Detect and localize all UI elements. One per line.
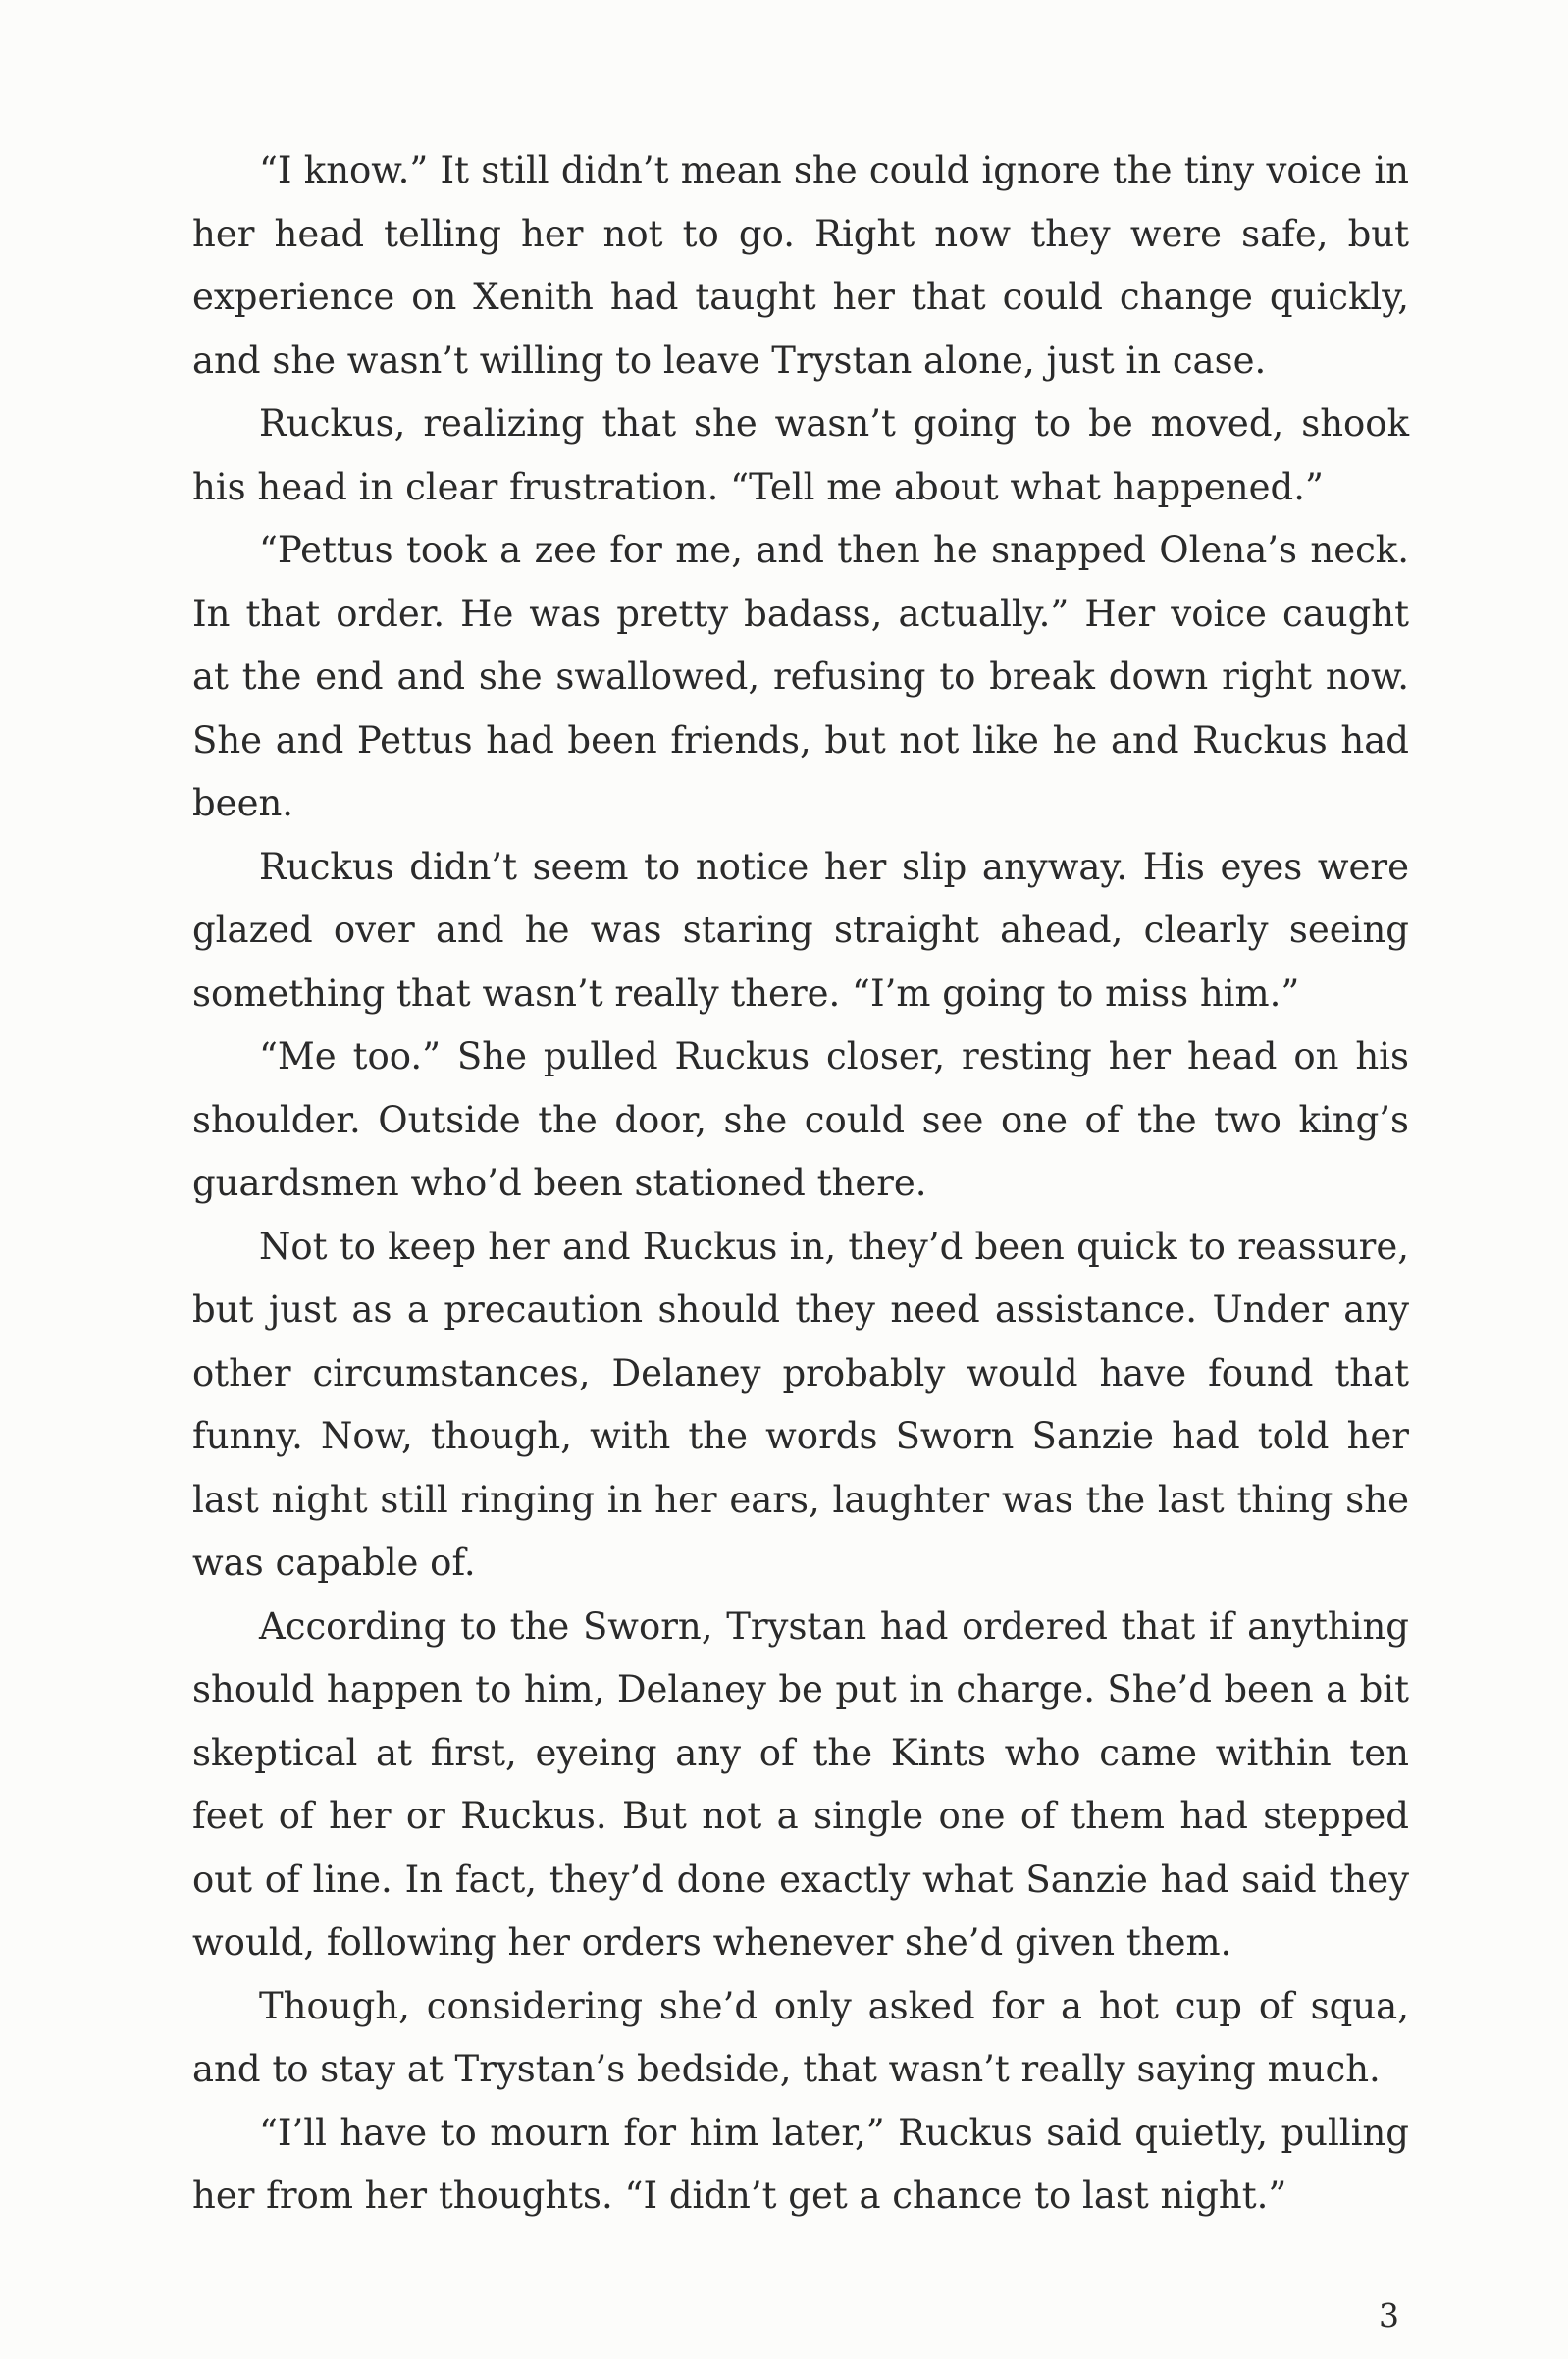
- paragraph-9: “I’ll have to mourn for him later,” Ruckus said quietly, pulling her from her thoughts. “I didn’t get a chance to last night.”: [192, 2111, 1409, 2217]
- paragraph-7: According to the Sworn, Trystan had ordered that if anything should happen to him, Delaney be put in charge. She’d been a bit skeptical at first, eyeing any of the Kints who came within ten feet of her or Ruckus. But not a single one of them had stepped out of line. In fact, they’d done exactly what Sanzie had said they would, following her orders whenever she’d given them.: [192, 1604, 1409, 1964]
- paragraph-5: “Me too.” She pulled Ruckus closer, resting her head on his shoulder. Outside the door, she could see one of the two king’s guardsmen who’d been stationed there.: [192, 1035, 1409, 1204]
- paragraph-2: Ruckus, realizing that she wasn’t going to be moved, shook his head in clear frustration. “Tell me about what happened.”: [192, 402, 1409, 508]
- paragraph-3: “Pettus took a zee for me, and then he snapped Olena’s neck. In that order. He was pretty badass, actually.” Her voice caught at the end and she swallowed, refusing to break down right now. She and Pettus had been friends, but not like he and Ruckus had been.: [192, 529, 1409, 824]
- paragraph-8: Though, considering she’d only asked for a hot cup of squa, and to stay at Trystan’s bedside, that wasn’t really saying much.: [192, 1984, 1409, 2090]
- body-text: [192, 139, 1409, 2228]
- paragraph-6: Not to keep her and Ruckus in, they’d been quick to reassure, but just as a precaution should they need assistance. Under any other circumstances, Delaney probably would have found that funny. Now, though, with the words Sworn Sanzie had told her last night still ringing in her ears, laughter was the last thing she was capable of.: [192, 1225, 1409, 1584]
- paragraph-1: “I know.” It still didn’t mean she could ignore the tiny voice in her head telling her not to go. Right now they were safe, but experience on Xenith had taught her that could change quickly, and she wasn’t willing to leave Trystan alone, just in case.: [192, 149, 1409, 382]
- page-number: 3: [1379, 2296, 1399, 2334]
- paragraph-4: Ruckus didn’t seem to notice her slip anyway. His eyes were glazed over and he was staring straight ahead, clearly seeing something that wasn’t really there. “I’m going to miss him.”: [192, 845, 1409, 1015]
